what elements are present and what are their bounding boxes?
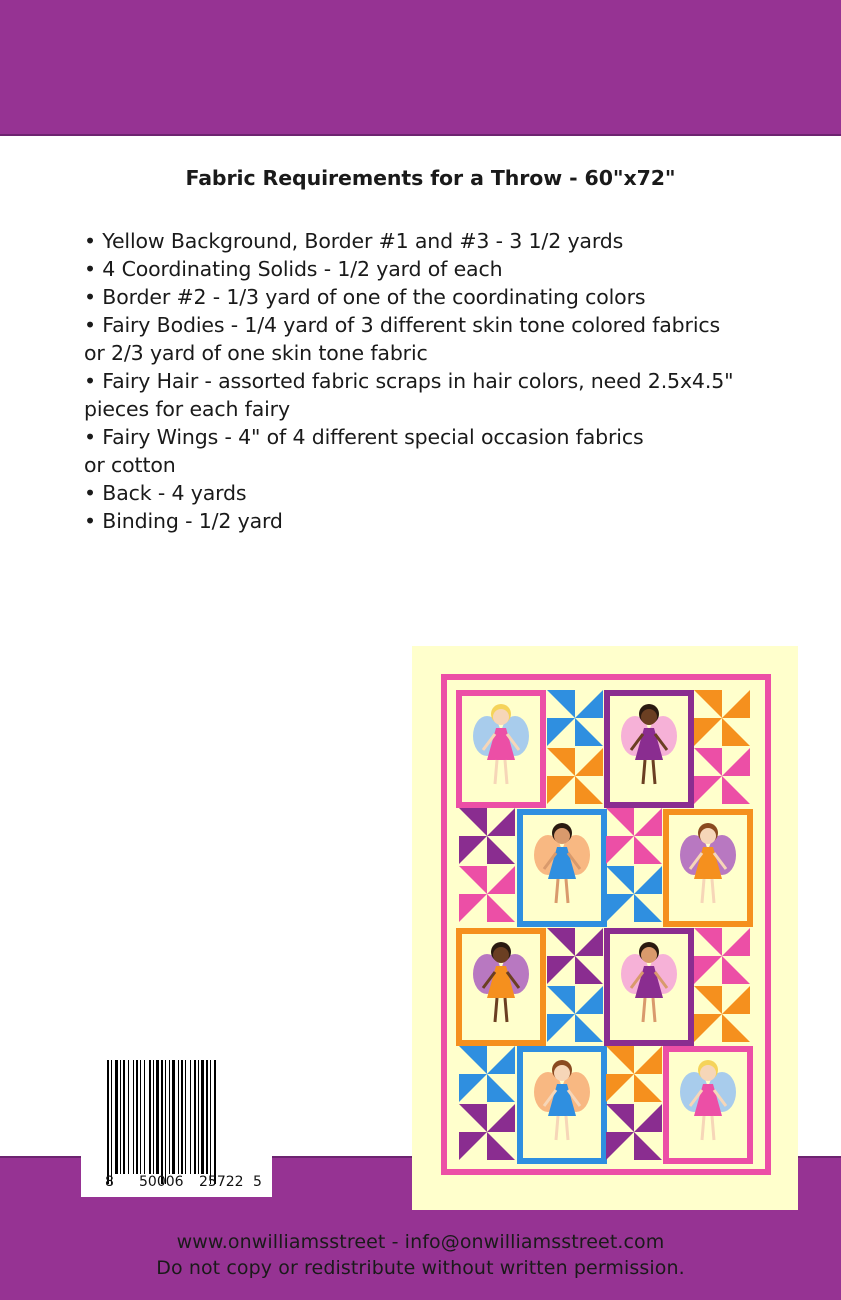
barcode-bar [198, 1060, 199, 1174]
pinwheel-block [606, 1046, 662, 1102]
barcode [81, 1046, 272, 1197]
requirement-line: or 2/3 yard of one skin tone fabric [84, 341, 428, 365]
pinwheel-block [694, 748, 750, 804]
fairy-quilt-illustration [412, 646, 798, 1210]
barcode-bar [201, 1060, 204, 1174]
barcode-bar [161, 1060, 163, 1184]
fairy-block [517, 1046, 607, 1164]
barcode-bar [190, 1060, 191, 1174]
barcode-bar [144, 1060, 145, 1174]
requirement-line: • Fairy Wings - 4" of 4 different special occasion fabrics [84, 425, 644, 449]
requirement-line: • 4 Coordinating Solids - 1/2 yard of each [84, 257, 503, 281]
pinwheel-block [547, 928, 603, 984]
barcode-bar [185, 1060, 186, 1174]
pinwheel-block [547, 986, 603, 1042]
requirement-line: • Yellow Background, Border #1 and #3 - 3 1/2 yards [84, 229, 624, 253]
barcode-bar [140, 1060, 141, 1174]
header-band [0, 0, 841, 136]
barcode-bar [169, 1060, 170, 1174]
requirement-line: • Binding - 1/2 yard [84, 509, 283, 533]
requirement-line: • Border #2 - 1/3 yard of one of the coordinating colors [84, 285, 646, 309]
fairy-block [604, 690, 694, 808]
requirement-line: • Back - 4 yards [84, 481, 247, 505]
barcode-bar [115, 1060, 118, 1174]
pinwheel-block [547, 690, 603, 746]
quilt-image [412, 646, 798, 1210]
barcode-bar [153, 1060, 154, 1174]
requirement-line: • Fairy Hair - assorted fabric scraps in hair colors, need 2.5x4.5" [84, 369, 734, 393]
barcode-bar [149, 1060, 151, 1174]
barcode-digits-left: 50006 [139, 1174, 184, 1190]
page-title: Fabric Requirements for a Throw - 60"x72" [185, 166, 676, 190]
pinwheel-block [694, 928, 750, 984]
barcode-bar [128, 1060, 129, 1174]
fairy-block [456, 928, 546, 1046]
fairy-block [517, 809, 607, 927]
barcode-bar [214, 1060, 216, 1184]
barcode-bar [107, 1060, 109, 1184]
pinwheel-block [694, 986, 750, 1042]
barcode-digit-first: 8 [105, 1174, 114, 1190]
barcode-bar [210, 1060, 211, 1184]
barcode-digit-last: 5 [253, 1174, 262, 1190]
barcode-bar [194, 1060, 196, 1174]
barcode-bar [133, 1060, 134, 1174]
pinwheel-block [606, 808, 662, 864]
footer-notice: Do not copy or redistribute without written permission. [156, 1257, 685, 1279]
barcode-bar [156, 1060, 159, 1174]
barcode-bar [181, 1060, 183, 1174]
barcode-bar [136, 1060, 138, 1174]
footer-contact: www.onwilliamsstreet - info@onwilliamsstreet.com [176, 1231, 665, 1253]
barcode-bar [120, 1060, 121, 1174]
barcode-bar [123, 1060, 125, 1174]
pinwheel-block [606, 1104, 662, 1160]
barcode-bar [178, 1060, 179, 1174]
pinwheel-block [606, 866, 662, 922]
barcode-bar [172, 1060, 175, 1174]
pinwheel-block [694, 690, 750, 746]
requirement-line: pieces for each fairy [84, 397, 290, 421]
requirements-list [84, 227, 804, 535]
fairy-block [663, 1046, 753, 1164]
fairy-block [604, 928, 694, 1046]
fairy-block [663, 809, 753, 927]
barcode-bar [165, 1060, 166, 1184]
barcode-digits-right: 25722 [199, 1174, 244, 1190]
barcode-bar [206, 1060, 208, 1174]
fairy-block [456, 690, 546, 808]
barcode-bar [111, 1060, 112, 1184]
requirement-line: • Fairy Bodies - 1/4 yard of 3 different skin tone colored fabrics [84, 313, 721, 337]
pinwheel-block [547, 748, 603, 804]
requirement-line: or cotton [84, 453, 176, 477]
